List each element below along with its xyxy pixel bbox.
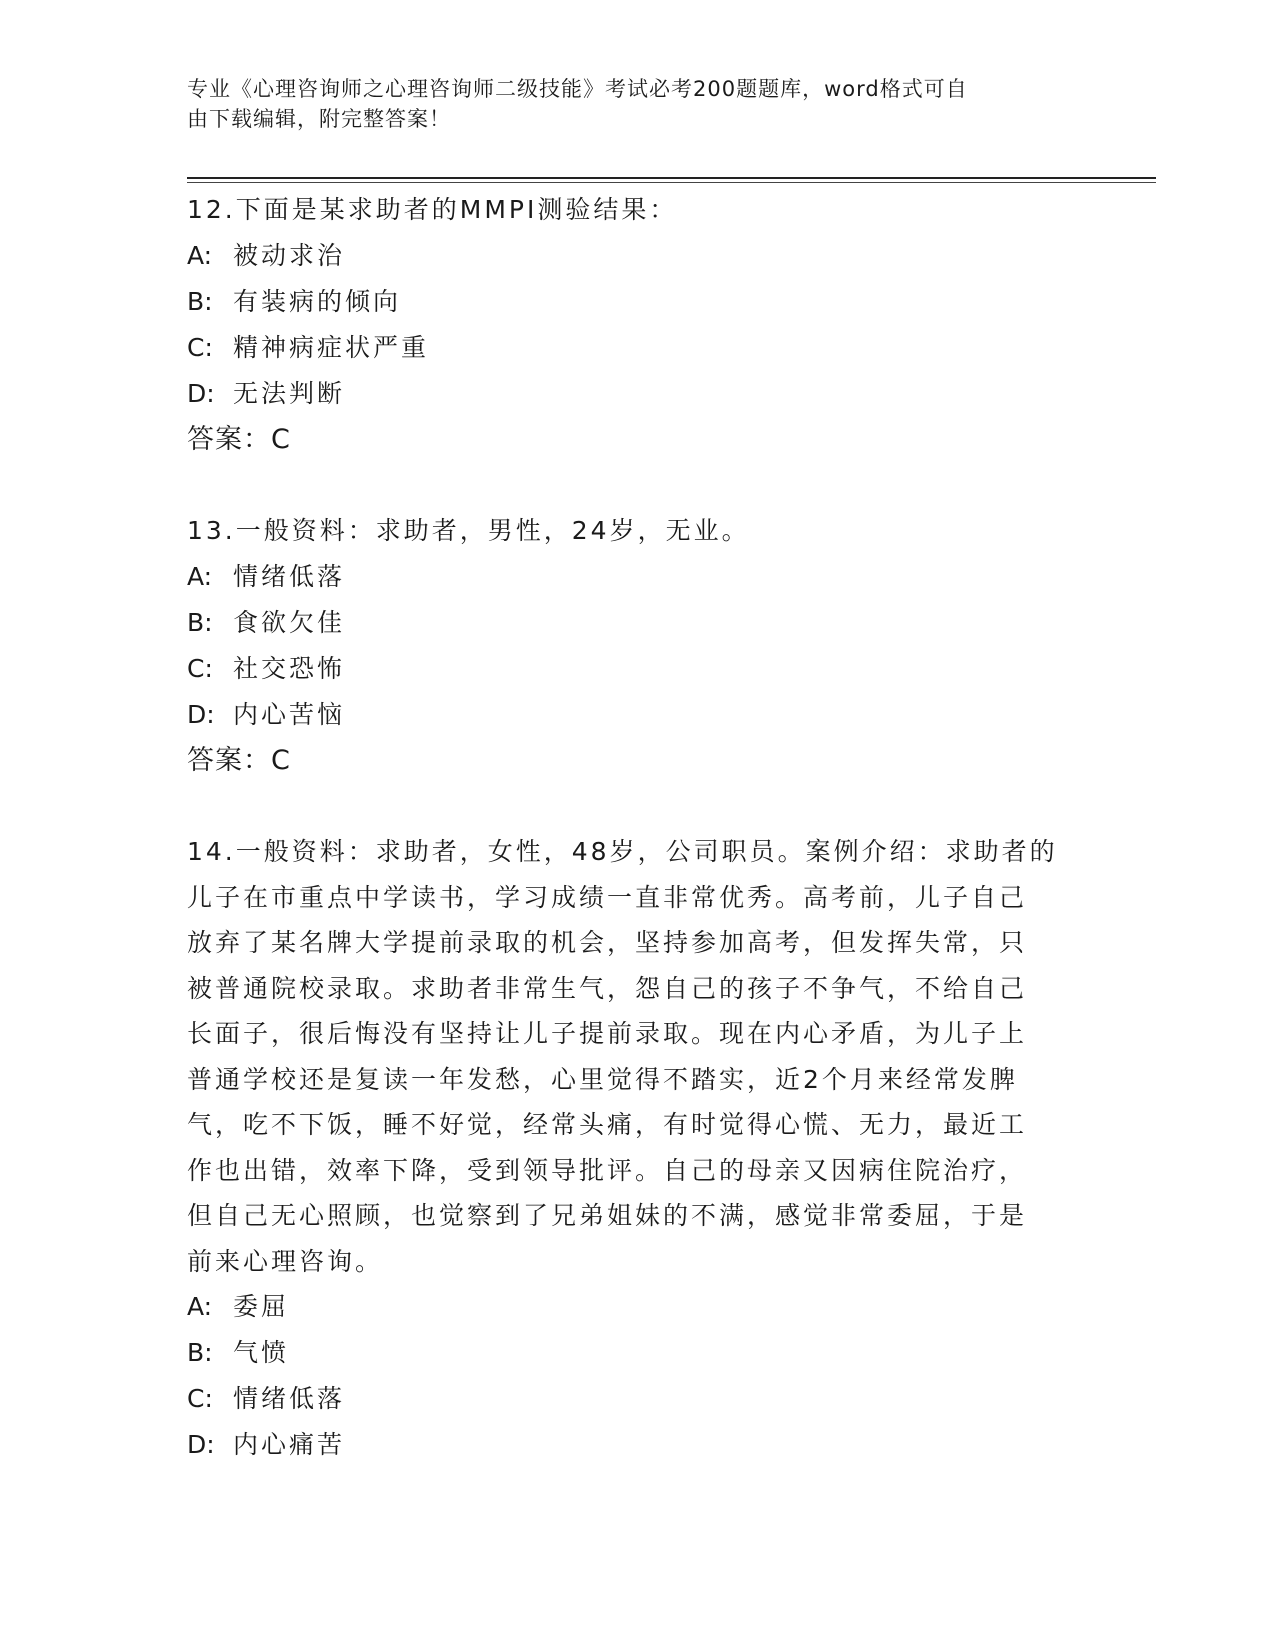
option-text: 气愤 (233, 1338, 290, 1367)
option-b (187, 600, 1087, 646)
answer-line: 答案：C (187, 424, 291, 455)
option-text: 情绪低落 (233, 1384, 346, 1413)
option-text: 社交恐怖 (233, 654, 346, 683)
option-text: 食欲欠佳 (233, 608, 346, 637)
header-divider-thin (187, 182, 1156, 183)
document-header (187, 74, 1067, 134)
option-text: 内心痛苦 (233, 1430, 346, 1459)
question-stem-line: 放弃了某名牌大学提前录取的机会，坚持参加高考，但发挥失常，只 (187, 928, 1028, 957)
header-divider-thick (187, 177, 1156, 179)
question-13 (187, 508, 1087, 784)
option-text: 委屈 (233, 1292, 290, 1321)
option-letter: A: (187, 562, 213, 591)
option-letter: D: (187, 379, 215, 408)
question-stem-line: 气，吃不下饭，睡不好觉，经常头痛，有时觉得心慌、无力，最近工 (187, 1110, 1028, 1139)
option-text: 被动求治 (233, 241, 346, 270)
header-line-1: 专业《心理咨询师之心理咨询师二级技能》考试必考200题题库，word格式可自 (187, 77, 968, 101)
question-stem-line: 但自己无心照顾，也觉察到了兄弟姐妹的不满，感觉非常委屈，于是 (187, 1201, 1028, 1230)
question-stem: 13.一般资料：求助者，男性，24岁，无业。 (187, 516, 750, 545)
question-stem: 12.下面是某求助者的MMPI测验结果： (187, 195, 678, 224)
option-d (187, 692, 1087, 738)
option-text: 无法判断 (233, 379, 346, 408)
option-letter: A: (187, 241, 213, 270)
spacer (187, 784, 1087, 829)
header-line-2: 由下载编辑，附完整答案！ (187, 107, 451, 131)
option-letter: C: (187, 1384, 213, 1413)
question-14 (187, 829, 1087, 1468)
option-c (187, 646, 1087, 692)
option-c (187, 1376, 1087, 1422)
option-letter: B: (187, 608, 213, 637)
option-letter: C: (187, 333, 213, 362)
option-text: 内心苦恼 (233, 700, 346, 729)
option-letter: B: (187, 1338, 213, 1367)
option-text: 有装病的倾向 (233, 287, 402, 316)
option-letter: A: (187, 1292, 213, 1321)
spacer (187, 463, 1087, 508)
question-12 (187, 187, 1087, 463)
option-d (187, 1422, 1087, 1468)
option-text: 情绪低落 (233, 562, 346, 591)
question-list (187, 187, 1087, 1468)
option-letter: B: (187, 287, 213, 316)
option-b (187, 279, 1087, 325)
option-a (187, 1284, 1087, 1330)
question-stem-line: 普通学校还是复读一年发愁，心里觉得不踏实，近2个月来经常发脾 (187, 1064, 1018, 1094)
option-letter: C: (187, 654, 213, 683)
question-stem-line: 被普通院校录取。求助者非常生气，怨自己的孩子不争气，不给自己 (187, 973, 1028, 1003)
option-text: 精神病症状严重 (233, 333, 430, 362)
option-a (187, 554, 1087, 600)
question-stem-line: 作也出错，效率下降，受到领导批评。自己的母亲又因病住院治疗， (187, 1155, 1028, 1185)
option-a (187, 233, 1087, 279)
option-letter: D: (187, 700, 215, 729)
question-stem-line: 前来心理咨询。 (187, 1246, 384, 1276)
option-b (187, 1330, 1087, 1376)
question-stem-line: 14.一般资料：求助者，女性，48岁，公司职员。案例介绍：求助者的 (187, 837, 1058, 866)
answer-line: 答案：C (187, 745, 291, 776)
question-stem-line: 长面子，很后悔没有坚持让儿子提前录取。现在内心矛盾，为儿子上 (187, 1019, 1028, 1048)
option-letter: D: (187, 1430, 215, 1459)
question-stem-line: 儿子在市重点中学读书，学习成绩一直非常优秀。高考前，儿子自己 (187, 882, 1028, 912)
option-c (187, 325, 1087, 371)
option-d (187, 371, 1087, 417)
